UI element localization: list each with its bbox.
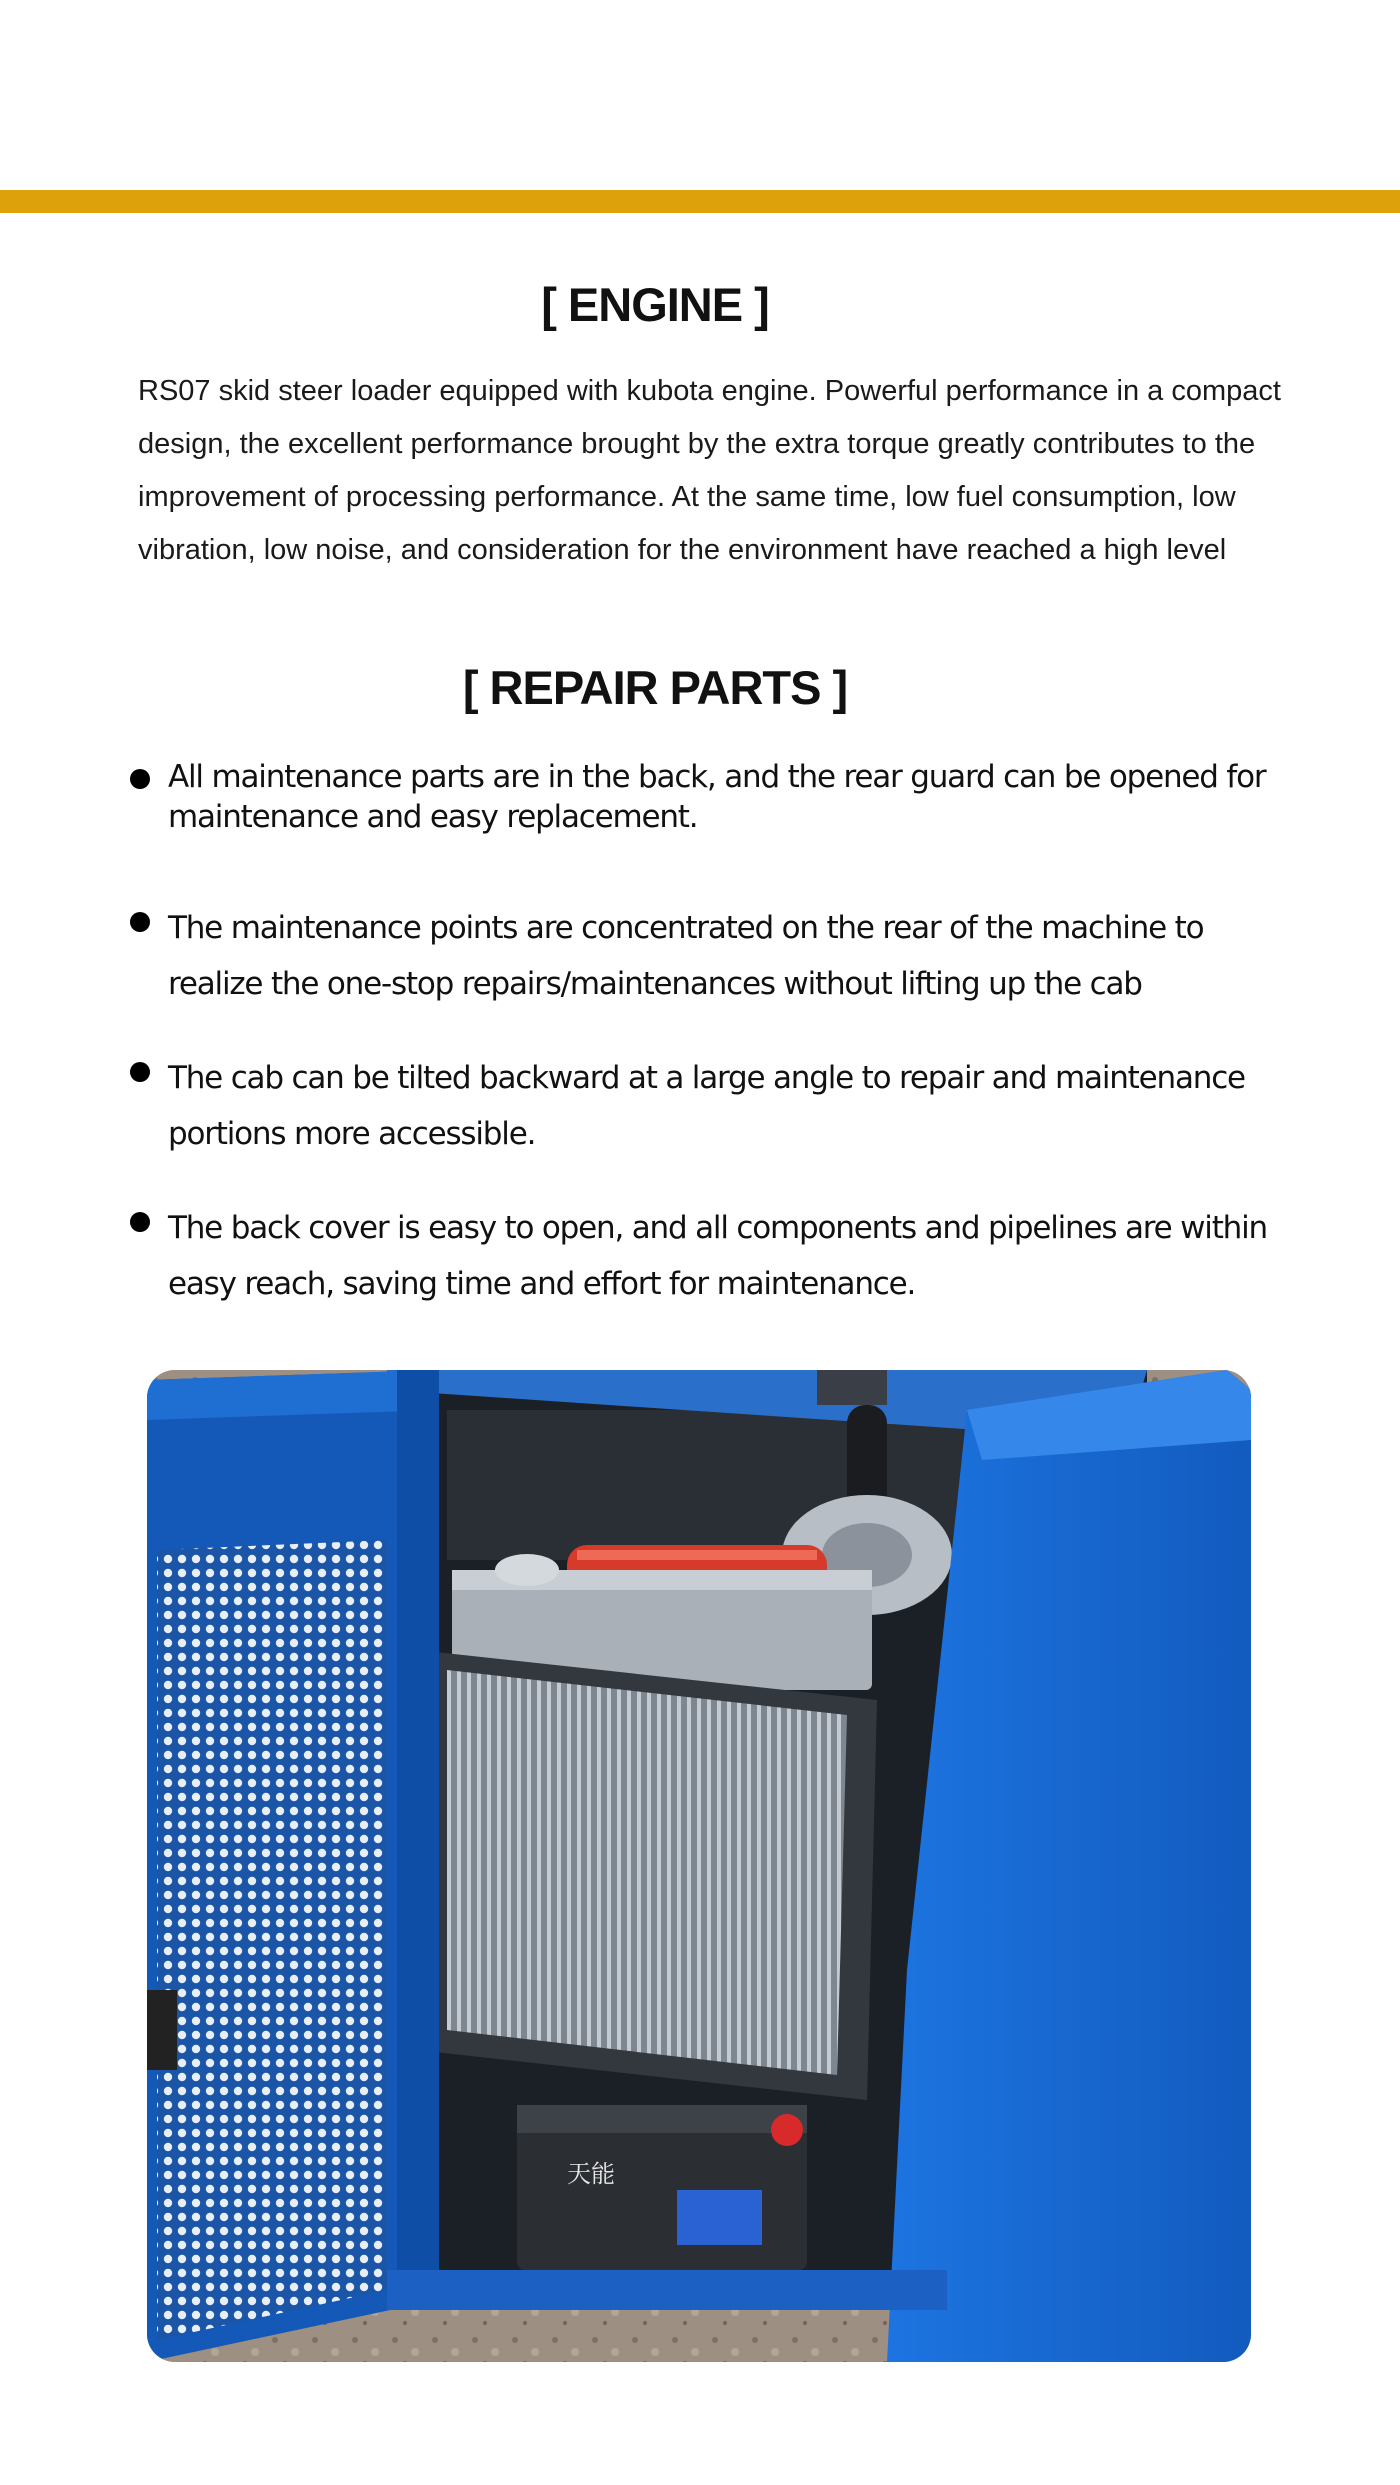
accent-bar bbox=[0, 190, 1400, 213]
engine-description: RS07 skid steer loader equipped with kubota engine. Powerful performance in a compact design, the excellent performance brought by the extra torque greatly contributes to the improvement of processing performance. At the same time, low fuel consumption, low vibration, low noise, and consideration for the environment have reached a high level bbox=[138, 375, 1281, 566]
bullet-icon bbox=[130, 912, 150, 932]
bullet-icon bbox=[130, 769, 150, 789]
repair-point-text: The back cover is easy to open, and all components and pipelines are within easy reach, saving time and effort for maintenance. bbox=[168, 1210, 1267, 1302]
engine-bay-illustration bbox=[147, 1370, 1251, 2362]
repair-point-text: All maintenance parts are in the back, and the rear guard can be opened for maintenance and easy replacement. bbox=[168, 759, 1266, 835]
bullet-icon bbox=[130, 1062, 150, 1082]
engine-bay-photo bbox=[147, 1370, 1251, 2362]
repair-parts-section-title: [ REPAIR PARTS ] bbox=[462, 661, 848, 714]
bullet-icon bbox=[130, 1212, 150, 1232]
repair-point-text: The maintenance points are concentrated on the rear of the machine to realize the one-stop repairs/maintenances without lifting up the cab bbox=[168, 910, 1204, 1002]
engine-section-title: [ ENGINE ] bbox=[541, 278, 769, 331]
repair-point-text: The cab can be tilted backward at a large angle to repair and maintenance portions more accessible. bbox=[168, 1060, 1245, 1152]
battery-brand-label: 天能 bbox=[567, 2160, 615, 2188]
